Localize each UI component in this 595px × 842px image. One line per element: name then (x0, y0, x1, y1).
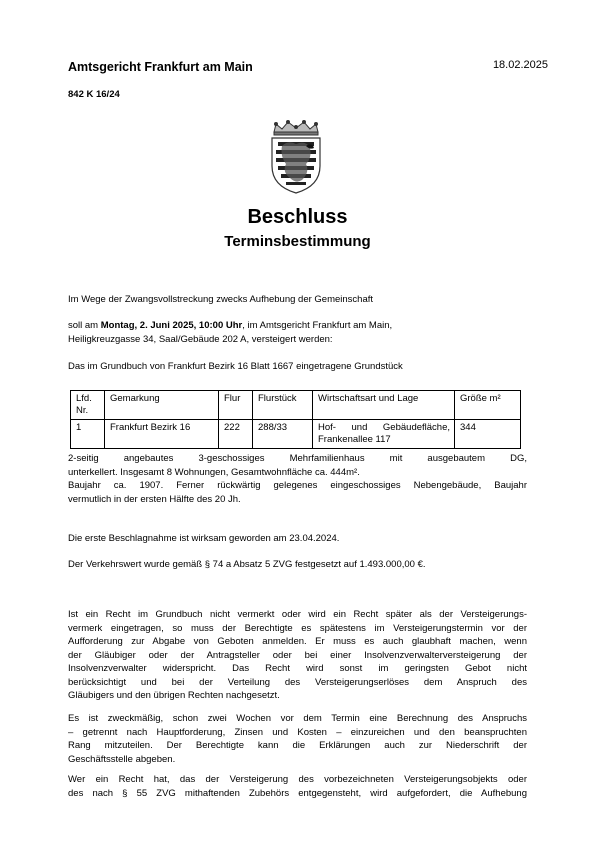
paragraph-line: der Gläubiger oder der Antragsteller oder bei einer Insolvenzverwalterversteigerung der (68, 649, 527, 661)
description-line: vermutlich in der ersten Hälfte des 20 Jh. (68, 493, 241, 505)
table-cell-flurstueck: 288/33 (253, 420, 313, 449)
recht-paragraph (68, 608, 527, 703)
table-header-flurstueck: Flurstück (253, 391, 313, 420)
table-cell-lfd-nr: 1 (71, 420, 105, 449)
document-subtitle: Terminsbestimmung (224, 233, 371, 250)
paragraph-line: berücksichtigt und bei der Verteilung des Versteigerungserlöses dem Anspruch des (68, 676, 527, 688)
property-table (70, 390, 521, 449)
table-header-groesse: Größe m² (455, 391, 521, 420)
table-header-flur: Flur (219, 391, 253, 420)
berechnung-paragraph (68, 712, 527, 766)
schedule-text (68, 319, 527, 346)
case-number: 842 K 16/24 (68, 89, 120, 100)
description-line: unterkellert. Insgesamt 8 Wohnungen, Gesamtwohnfläche ca. 444m². (68, 466, 360, 478)
paragraph-line: Insolvenzverwalter widerspricht. Das Recht wird sonst im geringsten Gebot nicht (68, 663, 527, 674)
paragraph-line: Es ist zweckmäßig, schon zwei Wochen vor dem Termin eine Berechnung des Anspruchs (68, 713, 527, 724)
paragraph-line: vermerk eingetragen, so muss der Berechtigte es spätestens im Versteigerungstermin vor der (68, 622, 527, 634)
description-line: Baujahr ca. 1907. Ferner rückwärtig gelegenes eingeschossiges Nebengebäude, Baujahr (68, 480, 527, 491)
document-title: Beschluss (247, 206, 348, 228)
widerspruch-paragraph (68, 773, 527, 800)
description-line: 2-seitig angebautes 3-geschossiges Mehrfamilienhaus mit ausgebautem DG, (68, 453, 527, 464)
court-name: Amtsgericht Frankfurt am Main (68, 60, 253, 74)
paragraph-line: – getrennt nach Hauptforderung, Zinsen und Kosten – einzureichen und den beanspruchten (68, 726, 527, 738)
paragraph-line: Rang mitzuteilen. Der Berechtigte kann die Erklärungen auch zur Niederschrift der (68, 740, 527, 751)
table-cell-gemarkung: Frankfurt Bezirk 16 (105, 420, 219, 449)
auction-datetime: Montag, 2. Juni 2025, 10:00 Uhr (100, 320, 243, 331)
table-row (71, 420, 521, 449)
table-cell-groesse: 344 (455, 420, 521, 449)
table-header-wirtschaftsart: Wirtschaftsart und Lage (313, 391, 455, 420)
table-header-row (71, 391, 521, 420)
grundbuch-text: Das im Grundbuch von Frankfurt Bezirk 16 Blatt 1667 eingetragene Grundstück (68, 361, 403, 372)
paragraph-line: des nach § 55 ZVG mithaftenden Zubehörs entgegensteht, wird aufgefordert, die Aufhebung (68, 787, 527, 799)
coat-of-arms-icon (266, 120, 326, 194)
table-cell-wirtschaftsart: Hof- und Gebäudefläche, Frankenallee 117 (313, 420, 455, 449)
schedule-location-2: Heiligkreuzgasse 34, Saal/Gebäude 202 A, versteigert werden: (68, 333, 333, 345)
table-header-lfd-nr: Lfd. Nr. (71, 391, 105, 420)
schedule-prefix: soll am (68, 320, 101, 331)
property-description (68, 452, 527, 506)
paragraph-line: Wer ein Recht hat, das der Versteigerung des vorbezeichneten Versteigerungsobjekts oder (68, 774, 527, 785)
table-header-gemarkung: Gemarkung (105, 391, 219, 420)
table-cell-flur: 222 (219, 420, 253, 449)
paragraph-line: Aufforderung zur Abgabe von Geboten anmelden. Er muss es auch glaubhaft machen, wenn (68, 636, 527, 647)
intro-text: Im Wege der Zwangsvollstreckung zwecks Aufhebung der Gemeinschaft (68, 294, 374, 305)
paragraph-line: Gläubigers und den übrigen Rechten nachgesetzt. (68, 690, 280, 701)
schedule-location-1: , im Amtsgericht Frankfurt am Main, (242, 320, 393, 331)
document-date: 18.02.2025 (492, 59, 548, 71)
paragraph-line: Ist ein Recht im Grundbuch nicht vermerkt oder wird ein Recht später als der Versteigerungs- (68, 609, 527, 620)
paragraph-line: Geschäftsstelle abgeben. (68, 753, 176, 765)
verkehrswert-text: Der Verkehrswert wurde gemäß § 74 a Absatz 5 ZVG festgesetzt auf 1.493.000,00 €. (68, 559, 426, 570)
beschlagnahme-text: Die erste Beschlagnahme ist wirksam geworden am 23.04.2024. (68, 533, 340, 544)
